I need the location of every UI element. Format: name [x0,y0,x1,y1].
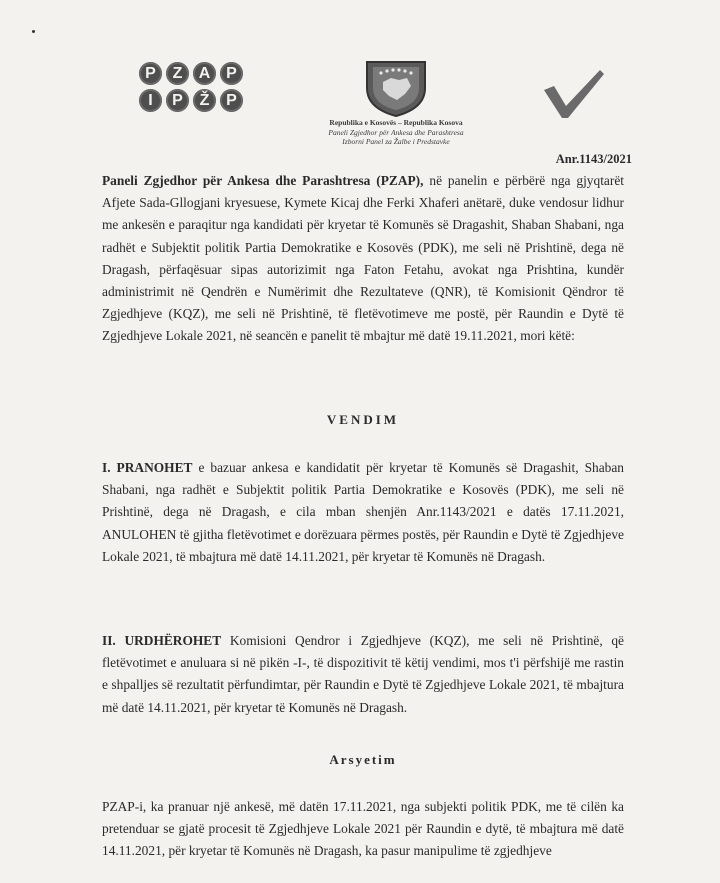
pzap-logo [139,62,251,116]
logo-letter: A [193,62,216,85]
checkmark-icon [540,68,608,120]
intro-text: në panelin e përbërë nga gjyqtarët Afjete Sada-Gllogjani kryesuese, Kymete Kicaj dhe Ferki Xhaferi anëtarë, duke vendosur lidhur me ankesën e paraqitur nga kandidati për kryetar të Komunës së Dragashit, Shaban Shabani, nga radhët e Subjektit politik Partia Demokratike e Kosovës (PDK), me seli në Prishtinë, dega në Dragash, përfaqësuar sipas autorizimit nga Faton Fetahu, avokat nga Prishtina, kundër administrimit në Qendrën e Numërimit dhe Rezultateve (QNR), të Komisionit Qëndror të Zgjedhjeve (KQZ), me seli në Prishtinë, të fletëvotimeve me postë, për Raundin e Dytë të Zgjedhjeve Lokale 2021, në seancën e panelit të mbajtur më datë 19.11.2021, mori këtë: [102,173,624,344]
logo-letter: P [220,62,243,85]
panel-name: Paneli Zgjedhor për Ankesa dhe Parashtresa (PZAP), [102,173,424,188]
logo-letter: P [166,89,189,112]
point-2-label: II. URDHËROHET [102,633,222,648]
kosovo-coat-of-arms-icon [363,58,429,118]
point-1-text: e bazuar ankesa e kandidatit për kryetar të Komunës së Dragashit, Shaban Shabani, nga radhët e Subjektit politik Partia Demokratike e Kosovës (PDK), me seli në Prishtinë, dega në Dragash, e cila mban shenjën Anr.1143/2021 e datës 17.11.2021, ANULOHEN të gjitha fletëvotimet e dorëzuara përmes postës, për Raundin e Dytë të Zgjedhjeve Lokale 2021, të mbajtura më datë 14.11.2021, për kryetar të Komunës në Dragash. [102,460,624,564]
point-2-text: Komisioni Qendror i Zgjedhjeve (KQZ), me seli në Prishtinë, që fletëvotimet e anuluara si në pikën -I-, të dispozitivit të këtij vendimi, mos t'i përfshijë me rastin e shpalljes së rezultatit përfundimtar, për Raundin e Dytë të Zgjedhjeve Lokale 2021, të mbajtura më datë 14.11.2021, për kryetar të Komunës në Dragash. [102,633,624,715]
caption-line-2: Paneli Zgjedhor për Ankesa dhe Parashtresa [328,127,464,137]
logo-letter: P [139,62,162,85]
logo-row-bottom [139,89,251,112]
decision-point-1 [102,457,624,568]
logo-letter: Ž [193,89,216,112]
arsyetim-paragraph: PZAP-i, ka pranuar një ankesë, më datën 17.11.2021, nga subjekti politik PDK, me të cilën ka pretenduar se gjatë procesit të Zgjedhjeve Lokale 2021 për Raundin e dytë, të mbajtura më datë 14.11.2021, për kryetar të Komunës në Dragash, ka pasur manipulime të zgjedhjeve [102,799,624,859]
reference-number: Anr.1143/2021 [555,152,632,166]
decision-point-2 [102,630,624,719]
vendim-heading: VENDIM [326,412,400,427]
logo-row-top [139,62,251,85]
caption-line-3: Izborni Panel za Žalbe i Predstavke [342,137,450,146]
emblem-caption [268,118,524,147]
scan-dot [32,30,35,33]
point-1-label: I. PRANOHET [102,460,193,475]
logo-letter: I [139,89,162,112]
logo-letter: Z [166,62,189,85]
logo-letter: P [220,89,243,112]
caption-line-1: Republika e Kosovës – Republika Kosova [329,118,463,127]
intro-paragraph [102,170,624,348]
arsyetim-heading: Arsyetim [329,752,397,767]
